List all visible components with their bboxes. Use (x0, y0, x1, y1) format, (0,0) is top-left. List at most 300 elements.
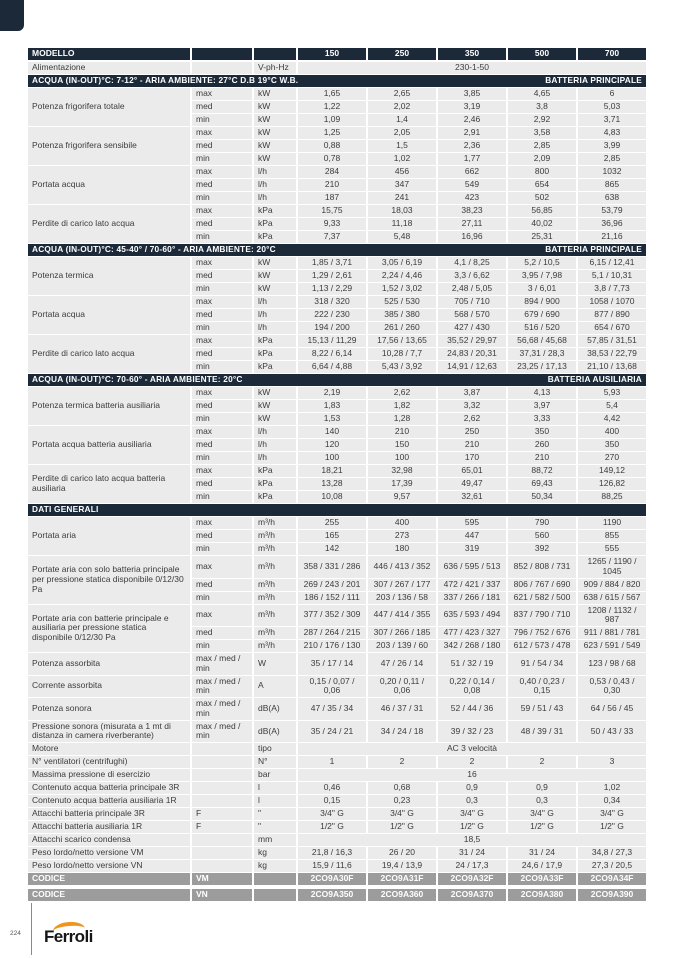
cell-value: 638 / 615 / 567 (578, 592, 648, 605)
row-sublabel: med (192, 218, 254, 231)
row-unit: kW (254, 140, 298, 153)
cell-value: 0,46 (298, 782, 368, 795)
row-label: CODICE (28, 873, 192, 886)
cell-value: 337 / 266 / 181 (438, 592, 508, 605)
cell-value: 894 / 900 (508, 296, 578, 309)
row-sublabel: F (192, 808, 254, 821)
cell-value: 34 / 24 / 18 (368, 721, 438, 744)
cell-value: 21,8 / 16,3 (298, 847, 368, 860)
cell-value: 3,85 (438, 88, 508, 101)
cell-value: 16,96 (438, 231, 508, 244)
cell-value: 3,33 (508, 413, 578, 426)
row-sublabel: med (192, 270, 254, 283)
brand-name: Ferroli (44, 927, 93, 946)
row-sublabel: max (192, 257, 254, 270)
cell-value: 2CO9A32F (438, 873, 508, 886)
cell-value: 17,39 (368, 478, 438, 491)
cell-value: 149,12 (578, 465, 648, 478)
cell-value: 790 (508, 517, 578, 530)
row-sublabel: min (192, 543, 254, 556)
cell-value: 1208 / 1132 / 987 (578, 605, 648, 628)
cell-value: 40,02 (508, 218, 578, 231)
row-unit: N° (254, 756, 298, 769)
row-label: Portata acqua (28, 296, 192, 335)
cell-value: 4,83 (578, 127, 648, 140)
row-sublabel (192, 782, 254, 795)
table-row (28, 62, 648, 75)
cell-value: 88,25 (578, 491, 648, 504)
cell-value: 852 / 808 / 731 (508, 556, 578, 579)
cell-value: 2,91 (438, 127, 508, 140)
cell-value: 222 / 230 (298, 309, 368, 322)
row-label: Attacchi scarico condensa (28, 834, 192, 847)
table-row (28, 769, 648, 782)
row-unit: kW (254, 101, 298, 114)
row-unit: kPa (254, 348, 298, 361)
cell-value: 1,65 (298, 88, 368, 101)
header-empty (192, 48, 254, 62)
cell-value: 21,16 (578, 231, 648, 244)
cell-value: 350 (508, 426, 578, 439)
cell-value: 319 (438, 543, 508, 556)
cell-value: 5,2 / 10,5 (508, 257, 578, 270)
cell-value: 180 (368, 543, 438, 556)
cell-value: 427 / 430 (438, 322, 508, 335)
row-sublabel: max (192, 556, 254, 579)
cell-value: 1,28 (368, 413, 438, 426)
cell-value: 2CO9A390 (578, 889, 648, 902)
row-unit: " (254, 808, 298, 821)
cell-value: 26 / 20 (368, 847, 438, 860)
row-sublabel: max / med / min (192, 676, 254, 699)
cell-value: 595 (438, 517, 508, 530)
row-sublabel: min (192, 114, 254, 127)
row-unit: A (254, 676, 298, 699)
cell-value: 56,85 (508, 205, 578, 218)
row-label: Portata acqua (28, 166, 192, 205)
cell-value: 2,02 (368, 101, 438, 114)
cell-value: 35,52 / 29,97 (438, 335, 508, 348)
row-unit: kW (254, 270, 298, 283)
row-sublabel: VM (192, 873, 254, 886)
cell-value: 4,42 (578, 413, 648, 426)
row-sublabel: med (192, 579, 254, 592)
row-unit: dB(A) (254, 698, 298, 721)
cell-value: 447 (438, 530, 508, 543)
cell-value: 31 / 24 (508, 847, 578, 860)
row-sublabel: med (192, 348, 254, 361)
cell-value: 1190 (578, 517, 648, 530)
row-sublabel: min (192, 231, 254, 244)
row-unit: kW (254, 153, 298, 166)
row-label: N° ventilatori (centrifughi) (28, 756, 192, 769)
cell-value: 3,99 (578, 140, 648, 153)
cell-value: 3/4" G (508, 808, 578, 821)
cell-value: 287 / 264 / 215 (298, 627, 368, 640)
cell-value: 88,72 (508, 465, 578, 478)
row-unit: kPa (254, 335, 298, 348)
cell-value: 2,85 (508, 140, 578, 153)
cell-value: 100 (298, 452, 368, 465)
table-header-row (28, 48, 648, 62)
cell-value: 210 (508, 452, 578, 465)
cell-value: 32,98 (368, 465, 438, 478)
row-sublabel: VN (192, 889, 254, 902)
row-label: Contenuto acqua batteria principale 3R (28, 782, 192, 795)
row-unit: m³/h (254, 543, 298, 556)
row-unit: l/h (254, 426, 298, 439)
cell-value: 3,05 / 6,19 (368, 257, 438, 270)
section-header (28, 504, 648, 517)
table-row (28, 465, 648, 478)
row-unit: kW (254, 400, 298, 413)
row-sublabel: med (192, 101, 254, 114)
cell-value: 1,82 (368, 400, 438, 413)
row-sublabel: min (192, 452, 254, 465)
cell-value: 39 / 32 / 23 (438, 721, 508, 744)
cell-value: 1/2" G (578, 821, 648, 834)
row-unit: m³/h (254, 556, 298, 579)
cell-value: 35 / 17 / 14 (298, 653, 368, 676)
row-unit: kPa (254, 218, 298, 231)
row-sublabel: max / med / min (192, 653, 254, 676)
cell-value: 15,13 / 11,29 (298, 335, 368, 348)
row-sublabel (192, 743, 254, 756)
table-row (28, 426, 648, 439)
row-sublabel: max (192, 517, 254, 530)
row-label: Motore (28, 743, 192, 756)
cell-value: 456 (368, 166, 438, 179)
cell-value: 560 (508, 530, 578, 543)
cell-value: 1,4 (368, 114, 438, 127)
cell-value: 612 / 573 / 478 (508, 640, 578, 653)
table-row (28, 387, 648, 400)
cell-value: 5,03 (578, 101, 648, 114)
row-unit: l (254, 782, 298, 795)
cell-value: 1,09 (298, 114, 368, 127)
cell-value: 446 / 413 / 352 (368, 556, 438, 579)
row-unit: kg (254, 860, 298, 873)
row-unit: m³/h (254, 627, 298, 640)
row-unit: kW (254, 257, 298, 270)
table-row (28, 834, 648, 847)
table-row (28, 676, 648, 699)
cell-value: 3,3 / 6,62 (438, 270, 508, 283)
cell-value: 65,01 (438, 465, 508, 478)
cell-value: 0,9 (508, 782, 578, 795)
cell-value: 3/4" G (368, 808, 438, 821)
cell-value: 273 (368, 530, 438, 543)
cell-value: 0,23 (368, 795, 438, 808)
cell-value: 21,10 / 13,68 (578, 361, 648, 374)
row-sublabel: med (192, 400, 254, 413)
cell-value: 100 (368, 452, 438, 465)
row-label: Attacchi batteria principale 3R (28, 808, 192, 821)
cell-value: 662 (438, 166, 508, 179)
section-header-row (28, 504, 648, 517)
section-title: ACQUA (IN-OUT)°C: 7-12° - ARIA AMBIENTE: 27°C D.B 19°C W.B. (32, 75, 299, 86)
row-unit: " (254, 821, 298, 834)
cell-value: 34,8 / 27,3 (578, 847, 648, 860)
cell-value: 621 / 582 / 500 (508, 592, 578, 605)
table-row (28, 205, 648, 218)
cell-value: 0,15 / 0,07 / 0,06 (298, 676, 368, 699)
cell-value: 806 / 767 / 690 (508, 579, 578, 592)
cell-value: 150 (368, 439, 438, 452)
cell-value: 0,3 (438, 795, 508, 808)
row-unit: V-ph-Hz (254, 62, 298, 75)
cell-value: 1265 / 1190 / 1045 (578, 556, 648, 579)
cell-value: 1,22 (298, 101, 368, 114)
cell-value: 2CO9A380 (508, 889, 578, 902)
row-sublabel: med (192, 439, 254, 452)
row-sublabel: min (192, 192, 254, 205)
row-unit: kg (254, 847, 298, 860)
row-unit: dB(A) (254, 721, 298, 744)
cell-value: 2,85 (578, 153, 648, 166)
cell-value: 5,1 / 10,31 (578, 270, 648, 283)
cell-value: 2CO9A370 (438, 889, 508, 902)
cell-value: 49,47 (438, 478, 508, 491)
row-sublabel (192, 860, 254, 873)
cell-value: 3/4" G (298, 808, 368, 821)
cell-value: 69,43 (508, 478, 578, 491)
cell-value: 10,08 (298, 491, 368, 504)
cell-value: 2 (368, 756, 438, 769)
cell-value: 18,21 (298, 465, 368, 478)
row-label: Potenza frigorifera totale (28, 88, 192, 127)
cell-value: 5,43 / 3,92 (368, 361, 438, 374)
row-sublabel: min (192, 491, 254, 504)
cell-value: 2,36 (438, 140, 508, 153)
row-label: Perdite di carico lato acqua (28, 335, 192, 374)
cell-value: 3,87 (438, 387, 508, 400)
cell-value: 4,65 (508, 88, 578, 101)
header-model-350: 350 (438, 48, 508, 62)
row-sublabel: med (192, 530, 254, 543)
cell-value: 865 (578, 179, 648, 192)
cell-value: 1,13 / 2,29 (298, 283, 368, 296)
row-unit: kPa (254, 205, 298, 218)
row-label: Massima pressione di esercizio (28, 769, 192, 782)
cell-value: 2CO9A30F (298, 873, 368, 886)
row-sublabel: min (192, 322, 254, 335)
cell-value: 50 / 43 / 33 (578, 721, 648, 744)
row-sublabel: max (192, 426, 254, 439)
footer-divider (31, 903, 32, 955)
cell-value: 50,34 (508, 491, 578, 504)
row-label: Potenza sonora (28, 698, 192, 721)
cell-value: 654 (508, 179, 578, 192)
row-unit: kW (254, 413, 298, 426)
header-model-150: 150 (298, 48, 368, 62)
row-label: Potenza frigorifera sensibile (28, 127, 192, 166)
row-sublabel: max / med / min (192, 721, 254, 744)
cell-value: 3,71 (578, 114, 648, 127)
cell-value: 1/2" G (298, 821, 368, 834)
table-row (28, 808, 648, 821)
cell-value: 385 / 380 (368, 309, 438, 322)
cell-value: 5,93 (578, 387, 648, 400)
cell-value: 549 (438, 179, 508, 192)
section-header (28, 374, 648, 387)
row-label: Perdite di carico lato acqua (28, 205, 192, 244)
cell-value: 705 / 710 (438, 296, 508, 309)
cell-value: 623 / 591 / 549 (578, 640, 648, 653)
table-row (28, 166, 648, 179)
cell-value: 38,53 / 22,79 (578, 348, 648, 361)
cell-value: 91 / 54 / 34 (508, 653, 578, 676)
row-sublabel: min (192, 283, 254, 296)
cell-value: 250 (438, 426, 508, 439)
row-unit: kW (254, 88, 298, 101)
cell-value: 358 / 331 / 286 (298, 556, 368, 579)
row-label: Corrente assorbita (28, 676, 192, 699)
row-sublabel: min (192, 361, 254, 374)
row-unit: bar (254, 769, 298, 782)
cell-value: 636 / 595 / 513 (438, 556, 508, 579)
cell-value: 23,25 / 17,13 (508, 361, 578, 374)
cell-value: 3 (578, 756, 648, 769)
cell-value: 1/2" G (438, 821, 508, 834)
cell-value: 909 / 884 / 820 (578, 579, 648, 592)
cell-value: 400 (368, 517, 438, 530)
cell-value: 0,68 (368, 782, 438, 795)
cell-value: 2,46 (438, 114, 508, 127)
cell-value: 347 (368, 179, 438, 192)
cell-value: 36,96 (578, 218, 648, 231)
cell-value: 1,25 (298, 127, 368, 140)
row-sublabel: min (192, 640, 254, 653)
cell-value: 400 (578, 426, 648, 439)
cell-value: 203 / 139 / 60 (368, 640, 438, 653)
cell-value: 284 (298, 166, 368, 179)
cell-value: 120 (298, 439, 368, 452)
cell-value: 13,28 (298, 478, 368, 491)
table-row (28, 517, 648, 530)
row-sublabel: max (192, 205, 254, 218)
cell-value: 59 / 51 / 43 (508, 698, 578, 721)
cell-value: 10,28 / 7,7 (368, 348, 438, 361)
cell-value: 142 (298, 543, 368, 556)
cell-value: 56,68 / 45,68 (508, 335, 578, 348)
cell-value: 477 / 423 / 327 (438, 627, 508, 640)
table-row (28, 743, 648, 756)
row-sublabel: max (192, 88, 254, 101)
section-header (28, 75, 648, 88)
row-label: Attacchi batteria ausiliaria 1R (28, 821, 192, 834)
row-label: Potenza termica batteria ausiliaria (28, 387, 192, 426)
row-unit: l/h (254, 179, 298, 192)
row-sublabel (192, 795, 254, 808)
cell-value: 525 / 530 (368, 296, 438, 309)
ferroli-logo (44, 921, 114, 949)
code-row (28, 889, 648, 902)
cell-value: 15,9 / 11,6 (298, 860, 368, 873)
corner-tab (0, 0, 24, 31)
cell-value: 203 / 136 / 58 (368, 592, 438, 605)
table-row (28, 127, 648, 140)
row-label: Perdite di carico lato acqua batteria ausiliaria (28, 465, 192, 504)
cell-value: 210 (368, 426, 438, 439)
cell-value: 3,8 / 7,73 (578, 283, 648, 296)
row-unit: kW (254, 283, 298, 296)
row-unit: l/h (254, 166, 298, 179)
cell-value: 270 (578, 452, 648, 465)
row-unit (254, 889, 298, 902)
cell-value: 555 (578, 543, 648, 556)
row-sublabel: max (192, 387, 254, 400)
cell-value: 24,6 / 17,9 (508, 860, 578, 873)
cell-value: 2CO9A360 (368, 889, 438, 902)
cell-value: 3,8 (508, 101, 578, 114)
cell-value: 1,29 / 2,61 (298, 270, 368, 283)
cell-value: 0,40 / 0,23 / 0,15 (508, 676, 578, 699)
row-sublabel: med (192, 309, 254, 322)
cell-value: 0,9 (438, 782, 508, 795)
cell-value: 25,31 (508, 231, 578, 244)
row-label: Peso lordo/netto versione VM (28, 847, 192, 860)
cell-value: 31 / 24 (438, 847, 508, 860)
cell-value: 53,79 (578, 205, 648, 218)
section-header-row (28, 75, 648, 88)
row-unit: m³/h (254, 592, 298, 605)
table-body (28, 48, 648, 902)
row-unit: m³/h (254, 530, 298, 543)
cell-value: 423 (438, 192, 508, 205)
cell-value: 2,92 (508, 114, 578, 127)
header-empty (254, 48, 298, 62)
cell-value: 2CO9A350 (298, 889, 368, 902)
row-unit: mm (254, 834, 298, 847)
cell-value: 46 / 37 / 31 (368, 698, 438, 721)
cell-value: 1,02 (578, 782, 648, 795)
cell-value: 2,48 / 5,05 (438, 283, 508, 296)
cell-value: 1,85 / 3,71 (298, 257, 368, 270)
cell-value: 11,18 (368, 218, 438, 231)
cell-value: 140 (298, 426, 368, 439)
section-title: ACQUA (IN-OUT)°C: 70-60° - ARIA AMBIENTE: 20°C (32, 374, 243, 385)
row-unit: l/h (254, 452, 298, 465)
header-model-250: 250 (368, 48, 438, 62)
cell-value: 472 / 421 / 337 (438, 579, 508, 592)
row-unit: kW (254, 114, 298, 127)
cell-value: 3,58 (508, 127, 578, 140)
table-row (28, 605, 648, 628)
cell-value: 186 / 152 / 111 (298, 592, 368, 605)
cell-value: 0,78 (298, 153, 368, 166)
cell-value: 52 / 44 / 36 (438, 698, 508, 721)
cell-spanned-value: 16 (298, 769, 648, 782)
cell-value: 654 / 670 (578, 322, 648, 335)
cell-value: 210 (298, 179, 368, 192)
code-row (28, 873, 648, 886)
cell-value: 27,11 (438, 218, 508, 231)
cell-value: 318 / 320 (298, 296, 368, 309)
cell-value: 260 (508, 439, 578, 452)
row-sublabel: med (192, 627, 254, 640)
cell-value: 837 / 790 / 710 (508, 605, 578, 628)
cell-value: 855 (578, 530, 648, 543)
cell-value: 24,83 / 20,31 (438, 348, 508, 361)
cell-value: 1/2" G (368, 821, 438, 834)
row-unit: kW (254, 387, 298, 400)
cell-value: 796 / 752 / 676 (508, 627, 578, 640)
cell-value: 165 (298, 530, 368, 543)
cell-value: 2,09 (508, 153, 578, 166)
cell-value: 210 / 176 / 130 (298, 640, 368, 653)
row-label: Portata acqua batteria ausiliaria (28, 426, 192, 465)
